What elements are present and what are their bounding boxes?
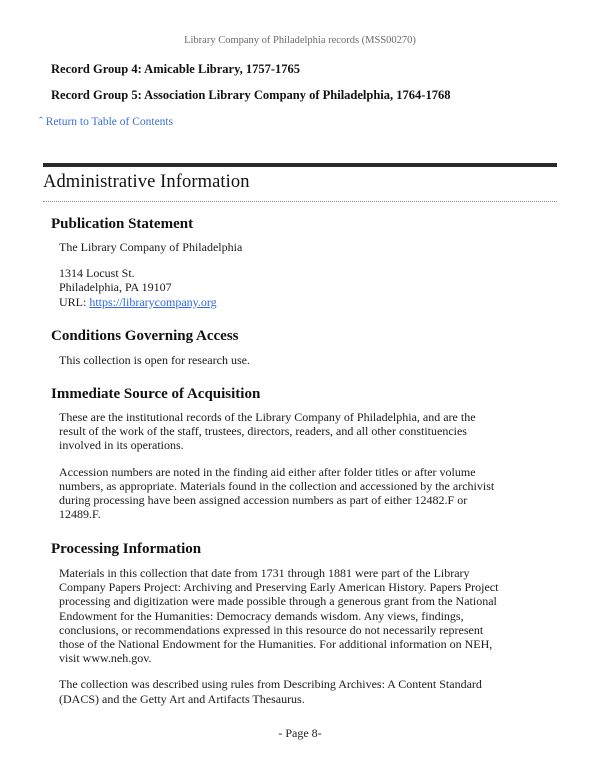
publication-statement-heading: Publication Statement — [51, 216, 194, 232]
conditions-access-heading: Conditions Governing Access — [51, 328, 239, 344]
url-line — [59, 295, 559, 309]
conditions-access-body — [59, 353, 559, 367]
library-url-link[interactable]: https://librarycompany.org — [89, 294, 217, 309]
address-line-1: 1314 Locust St. — [59, 266, 135, 281]
processing-p1-line: Materials in this collection that date from 1731 through 1881 were part of the Library — [59, 566, 470, 580]
section-title: Administrative Information — [43, 172, 250, 192]
acquisition-p1-line: These are the institutional records of the Library Company of Philadelphia, and are the — [59, 410, 476, 424]
publisher-name: The Library Company of Philadelphia — [59, 240, 243, 254]
conditions-access-text: This collection is open for research use. — [59, 353, 250, 367]
acquisition-p2-line: during processing have been assigned accession numbers as part of either 12482.F or — [59, 493, 468, 508]
url-label: URL: — [59, 294, 90, 309]
record-group-4-heading: Record Group 4: Amicable Library, 1757-1765 — [51, 62, 301, 76]
running-header: Library Company of Philadelphia records (MSS00270) — [184, 35, 416, 46]
acquisition-p1-line: involved in its operations. — [59, 438, 184, 453]
section-divider-dotted — [43, 201, 557, 202]
acquisition-p1-line: result of the work of the staff, trustees, directors, readers, and all other constituencies — [59, 424, 467, 439]
processing-p1-line: those of the National Endowment for the Humanities. For additional information on NEH, — [59, 637, 493, 652]
record-group-5-heading: Record Group 5: Association Library Company of Philadelphia, 1764-1768 — [51, 88, 451, 102]
processing-p1-line: processing and digitization were made possible through a generous grant from the National — [59, 594, 497, 609]
acquisition-p2-line: Accession numbers are noted in the finding aid either after folder titles or after volume — [59, 464, 476, 479]
acquisition-p2-line: numbers, as appropriate. Materials found in the collection and accessioned by the archivist — [59, 478, 495, 493]
return-to-toc-link[interactable] — [39, 116, 173, 128]
acquisition-heading: Immediate Source of Acquisition — [51, 386, 261, 402]
acquisition-p2-line: 12489.F. — [59, 507, 101, 522]
processing-p1-line: Company Papers Project: Archiving and Preserving Early American History. Papers Project — [59, 580, 499, 595]
processing-p2-line: The collection was described using rules from Describing Archives: A Content Standard — [59, 677, 482, 692]
processing-body — [59, 566, 559, 706]
processing-p1-line: Endowment for the Humanities: Democracy demands wisdom. Any views, findings, — [59, 608, 464, 623]
acquisition-body — [59, 410, 559, 521]
return-to-toc-label: Return to Table of Contents — [45, 116, 174, 128]
processing-p2-line: (DACS) and the Getty Art and Artifacts Thesaurus. — [59, 691, 305, 706]
address-line-2: Philadelphia, PA 19107 — [59, 280, 172, 295]
processing-p1-line: conclusions, or recommendations expressed in this resource do not necessarily represent — [59, 622, 484, 637]
publication-statement-body — [59, 240, 559, 309]
page-number: - Page 8- — [278, 726, 322, 740]
caret-up-icon: ˆ — [39, 116, 43, 128]
section-divider-thick — [43, 163, 557, 167]
processing-p1-line: visit www.neh.gov. — [59, 651, 152, 666]
processing-heading: Processing Information — [51, 541, 202, 557]
